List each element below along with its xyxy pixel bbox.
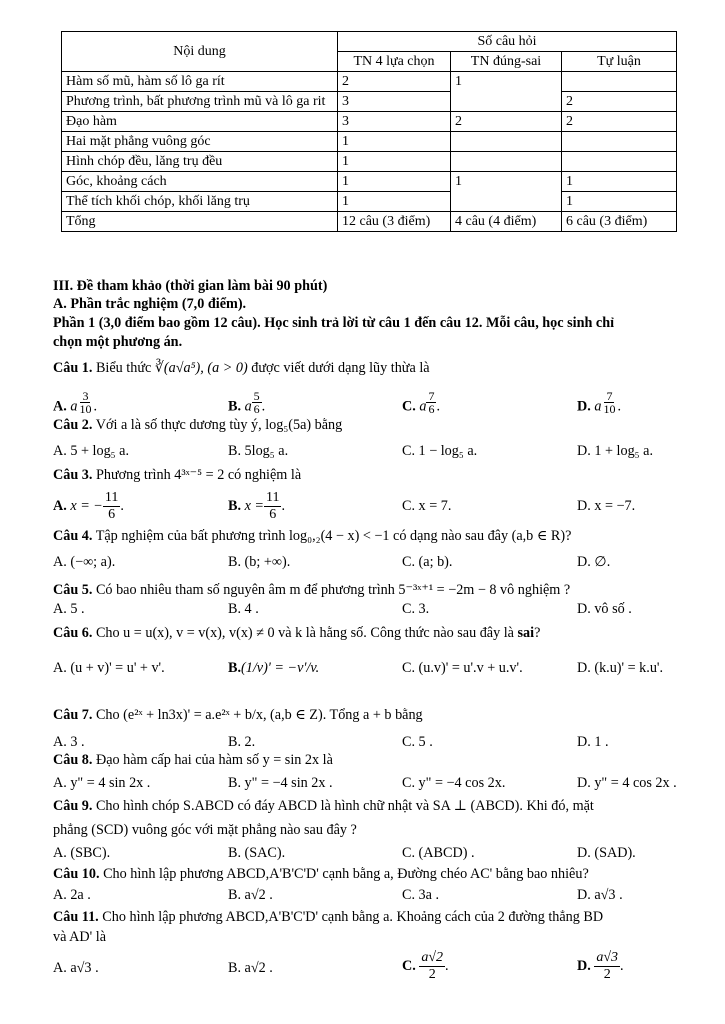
question-9-line2: phẳng (SCD) vuông góc với mặt phẳng nào sau đây ? <box>53 822 357 838</box>
q1-option-b[interactable]: B. a $^{\frac{5}{6}}$ . <box>228 389 266 416</box>
q3-option-b[interactable]: B. x = $\frac{11}{6}$ . <box>228 490 286 522</box>
question-11-line2: và AD' là <box>53 929 106 945</box>
table-cell: Tổng <box>62 212 338 232</box>
part1-instructions-line2: chọn một phương án. <box>53 334 183 350</box>
table-cell <box>562 152 677 172</box>
table-cell <box>451 152 562 172</box>
table-cell: 3 <box>338 92 451 112</box>
q5-option-a[interactable]: A. 5 . <box>53 601 85 617</box>
q2-option-c[interactable]: C. 1 − log₅ a. <box>402 443 478 459</box>
q7-option-b[interactable]: B. 2. <box>228 734 256 750</box>
part1-instructions-line1: Phần 1 (3,0 điểm bao gồm 12 câu). Học sinh trả lời từ câu 1 đến câu 12. Mỗi câu, học sinh chỉ <box>53 315 615 331</box>
table-cell: 4 câu (4 điểm) <box>451 212 562 232</box>
q3-option-d[interactable]: D. x = −7. <box>577 498 636 514</box>
q2-option-b[interactable]: B. 5log₅ a. <box>228 443 289 459</box>
question-8: Câu 8. Đạo hàm cấp hai của hàm số y = sin 2x là <box>53 752 333 768</box>
table-cell: Hình chóp đều, lăng trụ đều <box>62 152 338 172</box>
header-so-cau-hoi: Số câu hỏi <box>338 32 677 52</box>
table-row <box>62 92 677 112</box>
q2-option-a[interactable]: A. 5 + log₅ a. <box>53 443 129 459</box>
q4-option-c[interactable]: C. (a; b). <box>402 554 453 570</box>
table-row <box>62 172 677 192</box>
table-cell: 2 <box>562 92 677 112</box>
table-cell: 1 <box>451 172 562 212</box>
q3-option-a[interactable]: A. x = − $\frac{11}{6}$ . <box>53 490 124 522</box>
table-cell: 1 <box>451 72 562 112</box>
table-cell <box>562 132 677 152</box>
q9-option-b[interactable]: B. (SAC). <box>228 845 286 861</box>
q4-option-d[interactable]: D. ∅. <box>577 554 611 570</box>
q8-option-c[interactable]: C. y" = −4 cos 2x. <box>402 775 506 791</box>
q6-option-b[interactable]: B.(1/v)' = −v'/v. <box>228 660 320 676</box>
question-10: Câu 10. Cho hình lập phương ABCD,A'B'C'D' cạnh bằng a, Đường chéo AC' bằng bao nhiêu? <box>53 866 589 882</box>
table-cell: 2 <box>338 72 451 92</box>
question-9-line1: Câu 9. Cho hình chóp S.ABCD có đáy ABCD là hình chữ nhật và SA ⊥ (ABCD). Khi đó, mặt <box>53 798 594 814</box>
table-cell: 2 <box>562 112 677 132</box>
question-4: Câu 4. Tập nghiệm của bất phương trình log₀,₂(4 − x) < −1 có dạng nào sau đây (a,b ∈ R)? <box>53 528 572 544</box>
table-cell: Phương trình, bất phương trình mũ và lô ga rit <box>62 92 338 112</box>
table-cell: Đạo hàm <box>62 112 338 132</box>
table-cell: 6 câu (3 điểm) <box>562 212 677 232</box>
question-7: Câu 7. Cho (e²ˣ + ln3x)' = a.e²ˣ + b/x, (a,b ∈ Z). Tổng a + b bằng <box>53 707 423 723</box>
table-cell: 1 <box>338 132 451 152</box>
q9-option-c[interactable]: C. (ABCD) . <box>402 845 475 861</box>
table-cell: 2 <box>451 112 562 132</box>
table-cell: 3 <box>338 112 451 132</box>
table-row <box>62 112 677 132</box>
table-row <box>62 152 677 172</box>
q3-option-c[interactable]: C. x = 7. <box>402 498 452 514</box>
table-cell: Thể tích khối chóp, khối lăng trụ <box>62 192 338 212</box>
q4-option-a[interactable]: A. (−∞; a). <box>53 554 116 570</box>
q7-option-c[interactable]: C. 5 . <box>402 734 433 750</box>
content-matrix-table <box>61 31 677 232</box>
q8-option-b[interactable]: B. y" = −4 sin 2x . <box>228 775 333 791</box>
q1-option-a[interactable]: A. a $^{\frac{3}{10}}$ . <box>53 389 97 416</box>
table-row <box>62 212 677 232</box>
q4-option-b[interactable]: B. (b; +∞). <box>228 554 291 570</box>
q7-option-d[interactable]: D. 1 . <box>577 734 609 750</box>
q7-option-a[interactable]: A. 3 . <box>53 734 85 750</box>
header-tu-luan: Tự luận <box>562 52 677 72</box>
table-row <box>62 132 677 152</box>
q9-option-d[interactable]: D. (SAD). <box>577 845 636 861</box>
q10-option-b[interactable]: B. a√2 . <box>228 887 273 903</box>
table-cell: 1 <box>562 192 677 212</box>
q10-option-a[interactable]: A. 2a . <box>53 887 91 903</box>
section-title: III. Đề tham khảo (thời gian làm bài 90 phút) <box>53 278 328 294</box>
q1-option-d[interactable]: D. a $^{\frac{7}{10}}$ . <box>577 389 621 416</box>
table-cell <box>451 132 562 152</box>
header-noi-dung: Nội dung <box>62 32 338 72</box>
table-cell: 1 <box>562 172 677 192</box>
q11-option-a[interactable]: A. a√3 . <box>53 960 99 976</box>
table-cell: 1 <box>338 172 451 192</box>
question-5: Câu 5. Có bao nhiêu tham số nguyên âm m để phương trình 5⁻³ˣ⁺¹ = −2m − 8 vô nghiệm ? <box>53 582 571 598</box>
q2-option-d[interactable]: D. 1 + log₅ a. <box>577 443 653 459</box>
header-tnds: TN đúng-sai <box>451 52 562 72</box>
q6-option-a[interactable]: A. (u + v)' = u' + v'. <box>53 660 165 676</box>
table-cell: Hai mặt phẳng vuông góc <box>62 132 338 152</box>
table-cell: 1 <box>338 152 451 172</box>
header-tn4: TN 4 lựa chọn <box>338 52 451 72</box>
q1-option-c[interactable]: C. a $^{\frac{7}{6}}$ . <box>402 389 440 416</box>
part-a-title: A. Phần trắc nghiệm (7,0 điểm). <box>53 296 247 312</box>
q11-option-c[interactable]: C. $\frac{a√2}{2}$ . <box>402 950 449 982</box>
table-cell <box>562 72 677 92</box>
table-cell: Hàm số mũ, hàm số lô ga rít <box>62 72 338 92</box>
question-3: Câu 3. Phương trình 4³ˣ⁻⁵ = 2 có nghiệm là <box>53 467 302 483</box>
table-cell: Góc, khoảng cách <box>62 172 338 192</box>
table-row <box>62 192 677 212</box>
q5-option-c[interactable]: C. 3. <box>402 601 430 617</box>
table-row <box>62 72 677 92</box>
q6-option-d[interactable]: D. (k.u)' = k.u'. <box>577 660 664 676</box>
q5-option-b[interactable]: B. 4 . <box>228 601 259 617</box>
q11-option-d[interactable]: D. $\frac{a√3}{2}$ . <box>577 950 624 982</box>
q8-option-a[interactable]: A. y" = 4 sin 2x . <box>53 775 151 791</box>
q6-option-c[interactable]: C. (u.v)' = u'.v + u.v'. <box>402 660 523 676</box>
q10-option-d[interactable]: D. a√3 . <box>577 887 623 903</box>
question-1: Câu 1. Biểu thức ∛(a√a⁵), (a > 0) được viết dưới dạng lũy thừa là <box>53 360 430 376</box>
q11-option-b[interactable]: B. a√2 . <box>228 960 273 976</box>
question-2: Câu 2. Với a là số thực dương tùy ý, log₅(5a) bằng <box>53 417 343 433</box>
q9-option-a[interactable]: A. (SBC). <box>53 845 111 861</box>
table-cell: 12 câu (3 điểm) <box>338 212 451 232</box>
question-6: Câu 6. Cho u = u(x), v = v(x), v(x) ≠ 0 và k là hằng số. Công thức nào sau đây là sai? <box>53 625 541 641</box>
q10-option-c[interactable]: C. 3a . <box>402 887 440 903</box>
q8-option-d[interactable]: D. y" = 4 cos 2x . <box>577 775 677 791</box>
q5-option-d[interactable]: D. vô số . <box>577 601 632 617</box>
table-cell: 1 <box>338 192 451 212</box>
question-11-line1: Câu 11. Cho hình lập phương ABCD,A'B'C'D' cạnh bằng a. Khoảng cách của 2 đường thẳng BD <box>53 909 604 925</box>
